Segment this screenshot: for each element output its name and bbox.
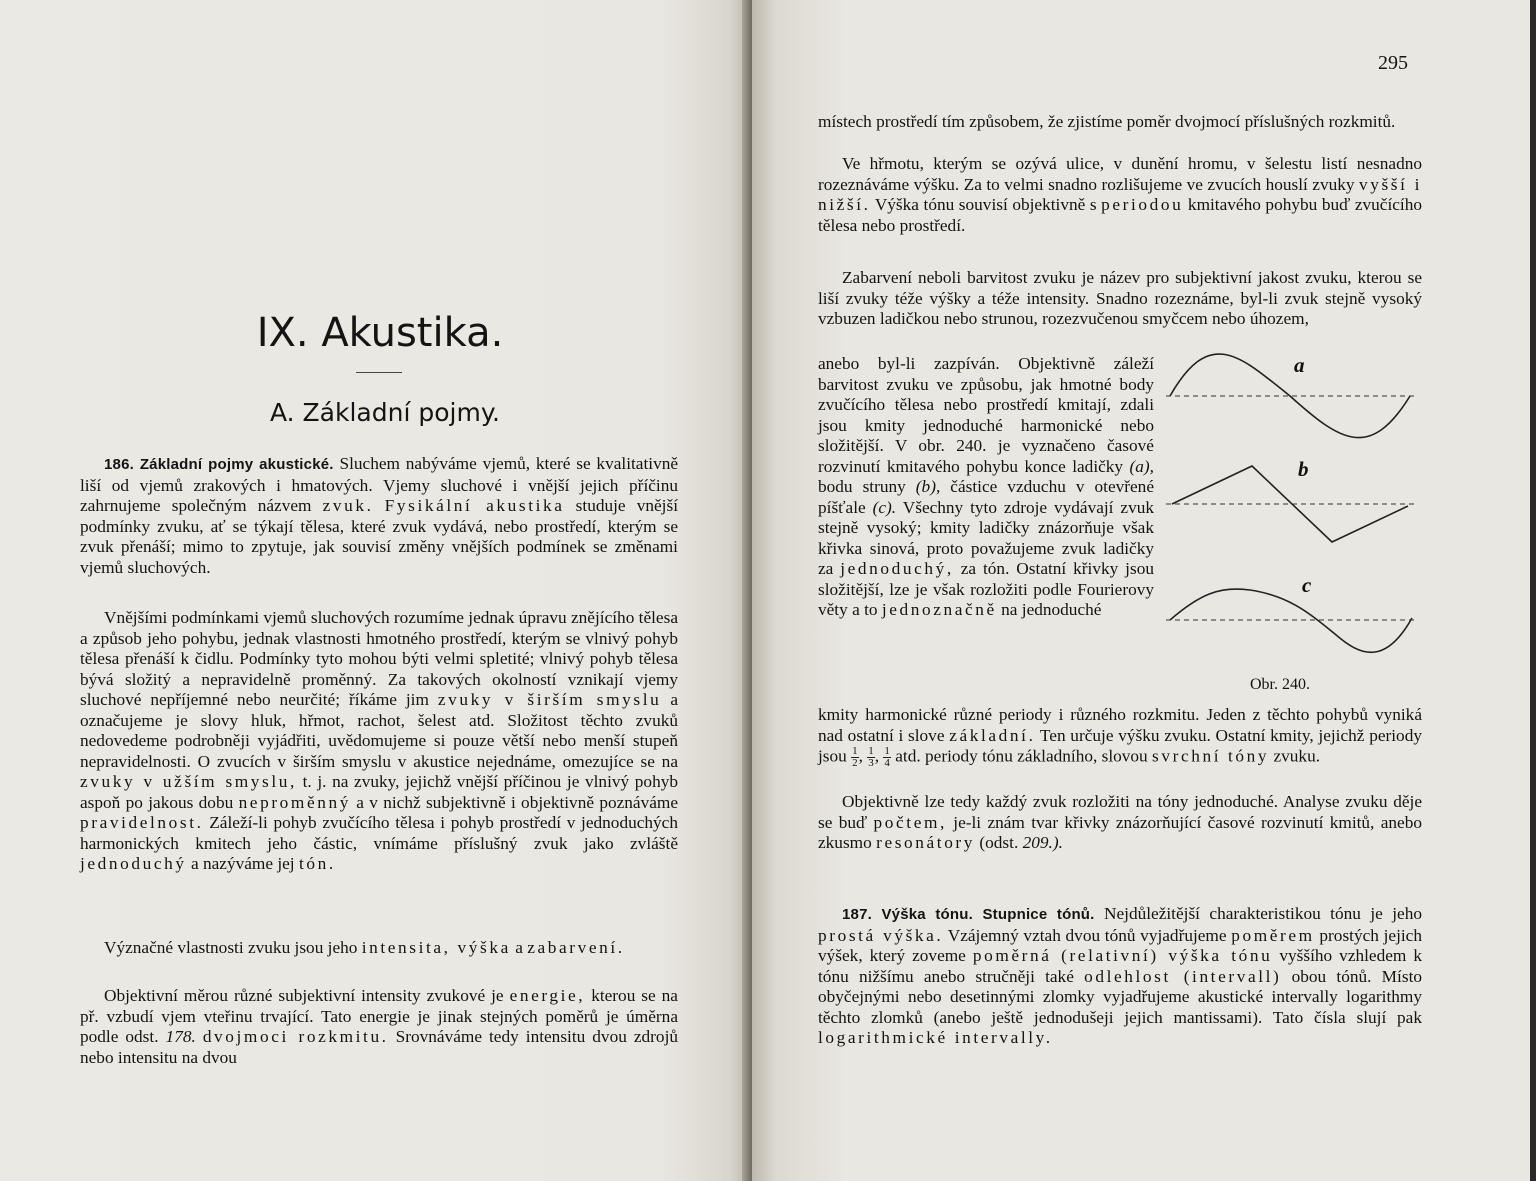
text-run: atd. periody tónu základního, slovou (895, 746, 1148, 766)
text-run: (odst. (979, 833, 1019, 852)
spaced-term: základní. (949, 725, 1036, 745)
label-a-ref: (a), (1129, 456, 1155, 476)
text-run: na jednoduché (1001, 600, 1102, 619)
text-run: Všechny tyto zdroje vydávají zvuk stejně vysoký; kmity ladičky znázorňuje však křivka sinová, proto považujeme zvuk ladičky za (818, 497, 1154, 578)
text-run: prostých jejich výšek, který zoveme (818, 925, 1422, 965)
spaced-term: logarithmické intervally. (818, 1028, 1053, 1047)
spaced-term: poměrná (relativní) výška tónu (972, 946, 1273, 965)
title-rule (356, 372, 402, 373)
spaced-term: intensita, výška (361, 938, 511, 957)
paragraph-timbre-intro (818, 268, 1422, 330)
paragraph-timbre-column (818, 354, 1154, 621)
text-run: bodu struny (818, 477, 906, 496)
reference: 209.). (1022, 833, 1063, 852)
spaced-term: jednoznačně (881, 600, 997, 619)
left-page (0, 0, 752, 1181)
spaced-term: dvojmoci rozkmitu. (202, 1027, 389, 1046)
spaced-term: prostá výška. (818, 925, 944, 945)
text-run: je vyznačeno časové rozvinutí kmitavého pohybu konce ladičky (818, 436, 1154, 476)
text-run: Vzájemný vztah dvou tónů vyjadřujeme (947, 925, 1227, 945)
spaced-term: neproměnný (238, 792, 351, 812)
right-page (752, 0, 1536, 1181)
spaced-term: zvuky v širším smyslu (437, 690, 662, 709)
fraction-third: $\frac{1}{3}$ (868, 745, 874, 769)
text-run: Srovnáváme tedy intensitu dvou zdrojů nebo intensitu na dvou (80, 1027, 679, 1067)
text-run: a nazýváme jej (190, 854, 295, 873)
paragraph-186 (80, 454, 678, 578)
label-c-ref: (c). (872, 497, 897, 517)
spaced-term: zabarvení. (527, 938, 625, 957)
fraction-quarter: $\frac{1}{4}$ (884, 745, 890, 769)
text-run: Vnějšími podmínkami vjemů sluchových rozumíme jednak úpravu znějícího tělesa a způsob jeho pohybu, jednak vlastnosti hmotného prostředí, kterým se vlnivý pohyb tělesa přenáší k čidlu. Podmínky tyto mohou býti velmi spletité; vlnivý pohyb tělesa bývá složitý a nepravidelně proměnný. Za takových okolností vznikají vjemy sluchové nepříjemné nebo neurčité; říkáme jim (80, 608, 678, 709)
spaced-term: tón. (298, 854, 336, 873)
label-b-ref: (b), (915, 477, 941, 496)
section-title: A. Základní pojmy. (270, 398, 500, 427)
chapter-title: IX. Akustika. (256, 310, 504, 356)
text-run: kmity harmonické různé periody i různého rozkmitu. Jeden z těchto pohybů vyniká nad ostatní i slove (818, 705, 1422, 745)
text-run: Objektivní měrou různé subjektivní intensity zvukové je (104, 986, 504, 1005)
paragraph-pitch (818, 154, 1422, 236)
paragraph-properties (80, 938, 678, 959)
text-run: zvuku. (1273, 746, 1321, 766)
text-run: Objektivně lze tedy každý zvuk rozložiti na tóny jednoduché. Analyse zvuku děje se buď (818, 792, 1422, 832)
spaced-term: zvuky v užším smyslu, (80, 772, 297, 791)
text-run: kterou se na př. vzbudí vjem vteřinu trvající. Tato energie je jinak stejných poměrů je úměrna podle odst. (80, 986, 678, 1046)
page-edge (1530, 0, 1536, 1181)
spaced-term: jednoduchý, (840, 559, 954, 578)
reference: 178. (165, 1027, 196, 1046)
paragraph-number: 186. (104, 456, 134, 473)
paragraph-number: 187. (842, 906, 872, 923)
paragraph-heading: Výška tónu. Stupnice tónů. (881, 906, 1095, 923)
spaced-term: Fysikální akustika (384, 496, 565, 515)
spaced-term: svrchní tóny (1152, 746, 1270, 766)
text-run: Zabarvení neboli barvitost zvuku je název pro subjektivní jakost zvuku, kterou se liší zvuky téže výšky a téže intensity. Snadno rozeznáme, byl-li zvuk stejně vysoký vzbuzen ladičkou nebo strunou, rozezvučenou smyčcem nebo úhozem, (818, 268, 1422, 328)
fraction-half: $\frac{1}{2}$ (852, 745, 858, 769)
spaced-term: vyšší i nižší. (818, 174, 1422, 214)
spaced-term: pravidelnost. (80, 813, 204, 832)
spaced-term: odlehlost (intervall) (1084, 966, 1282, 986)
text-run: za tón. Ostatní křivky jsou složitější, lze je však rozložiti podle Fourierovy věty a to (818, 559, 1154, 619)
text-run: anebo byl-li zazpíván. Objektivně záleží barvitost zvuku ve způsobu, jak hmotné body zvučícího tělesa nebo prostředí kmitají, zdali jsou kmity jednoduché harmonické nebo složitější. V obr. (818, 354, 1154, 455)
text-run: Záleží-li pohyb zvučícího tělesa i pohyb prostředí v jednoduchých harmonických kmitech jeho částic, vnímáme příslušný zvuk jako zvláště (80, 813, 678, 853)
spaced-term: periodou (1101, 195, 1184, 214)
paragraph-analysis (818, 792, 1422, 854)
label-b: b (1298, 457, 1309, 481)
paragraph-timbre-end: kmity harmonické různé periody i různého rozkmitu. Jeden z těchto pohybů vyniká nad ostatní i slove základní. Ten určuje výšku zvuku. Ostatní kmity, jejichž periody jsou $\frac{1}{2}$ , $\frac{1}{3}$ , $\frac{1}{4}$ atd. periody tónu základního, slovou svrchní tóny zvuku. (818, 705, 1422, 769)
curve-c-pipe (1170, 589, 1412, 652)
spaced-term: počtem, (873, 812, 947, 832)
text-run: částice vzduchu v otevřené píšťale (818, 477, 1154, 517)
paragraph-heading: Základní pojmy akustické. (139, 456, 334, 473)
reference: 240. (956, 436, 987, 455)
spaced-term: zvuk. (322, 496, 374, 515)
page-number: 295 (1378, 52, 1408, 74)
paragraph-conditions (80, 608, 678, 875)
spaced-term: poměrem (1231, 925, 1315, 945)
label-c: c (1302, 573, 1312, 597)
text-run: a v nichž subjektivně i objektivně poznáváme (356, 792, 679, 812)
text-run: Nejdůležitější charakteristikou tónu je jeho (1104, 904, 1423, 923)
text-run: Význačné vlastnosti zvuku jsou jeho (104, 938, 358, 957)
text-run: vyššího vzhledem k tónu nižšímu anebo stručněji také (818, 946, 1422, 986)
text-run: Výška tónu souvisí objektivně s (874, 195, 1097, 214)
text-run: je-li znám tvar křivky znázorňující časové rozvinutí kmitů, anebo zkusmo (818, 812, 1422, 852)
text-run: Sluchem nabýváme vjemů, které se kvalitativně liší od vjemů zrakových i hmatových. Vjemy sluchové i vnější jejich příčinu zahrnujeme společným názvem (80, 454, 679, 515)
spaced-term: resonátory (876, 833, 976, 852)
text-run: studuje vnější podmínky zvuku, ať se týkají tělesa, které zvuk vydává, nebo prostředí, kterým se zvuk přenáší; mimo to zpytuje, jak souvisí změny vnějších podmínek se změnami vjemů sluchových. (80, 496, 678, 577)
waveform-figure (1160, 346, 1424, 694)
label-a: a (1294, 353, 1305, 377)
text-run: a (515, 938, 523, 957)
spaced-term: jednoduchý (80, 854, 187, 873)
paragraph-continued (818, 112, 1422, 133)
paragraph-intensity (80, 986, 678, 1068)
spaced-term: energie, (509, 986, 586, 1005)
text-run: t. j. na zvuky, jejichž vnější příčinou je vlnivý pohyb aspoň po jakous dobu (80, 772, 678, 812)
text-run: Ten určuje výšku zvuku. Ostatní kmity, jejichž periody jsou (818, 725, 1422, 766)
text-run: a označujeme je slovy hluk, hřmot, rachot, šelest atd. Složitost těchto zvuků nedovedeme podrobněji vyjádřiti, uvědomujeme si pouze větší nebo menší stupeň nepravidelnosti. O zvucích v širším smyslu v akustice nejednáme, omezujíce se na (80, 690, 678, 771)
curve-b-string (1172, 466, 1408, 542)
text-run: obou tónů. Místo obyčejnými nebo desetinnými zlomky vyjadřujeme akustické intervally logarithmy těchto zlomků (anebo ještě jednodušeji jejich mantissami). Tato čísla slují pak (818, 966, 1423, 1027)
text-run: místech prostředí tím způsobem, že zjistíme poměr dvojmocí příslušných rozkmitů. (818, 112, 1396, 131)
text-run: kmitavého pohybu buď zvučícího tělesa nebo prostředí. (818, 195, 1423, 235)
paragraph-187 (818, 904, 1422, 1049)
figure-caption: Obr. 240. (1250, 676, 1310, 693)
text-run: Ve hřmotu, kterým se ozývá ulice, v dunění hromu, v šelestu listí nesnadno rozeznáváme výšku. Za to velmi snadno rozlišujeme ve zvucích houslí zvuky (818, 154, 1422, 194)
